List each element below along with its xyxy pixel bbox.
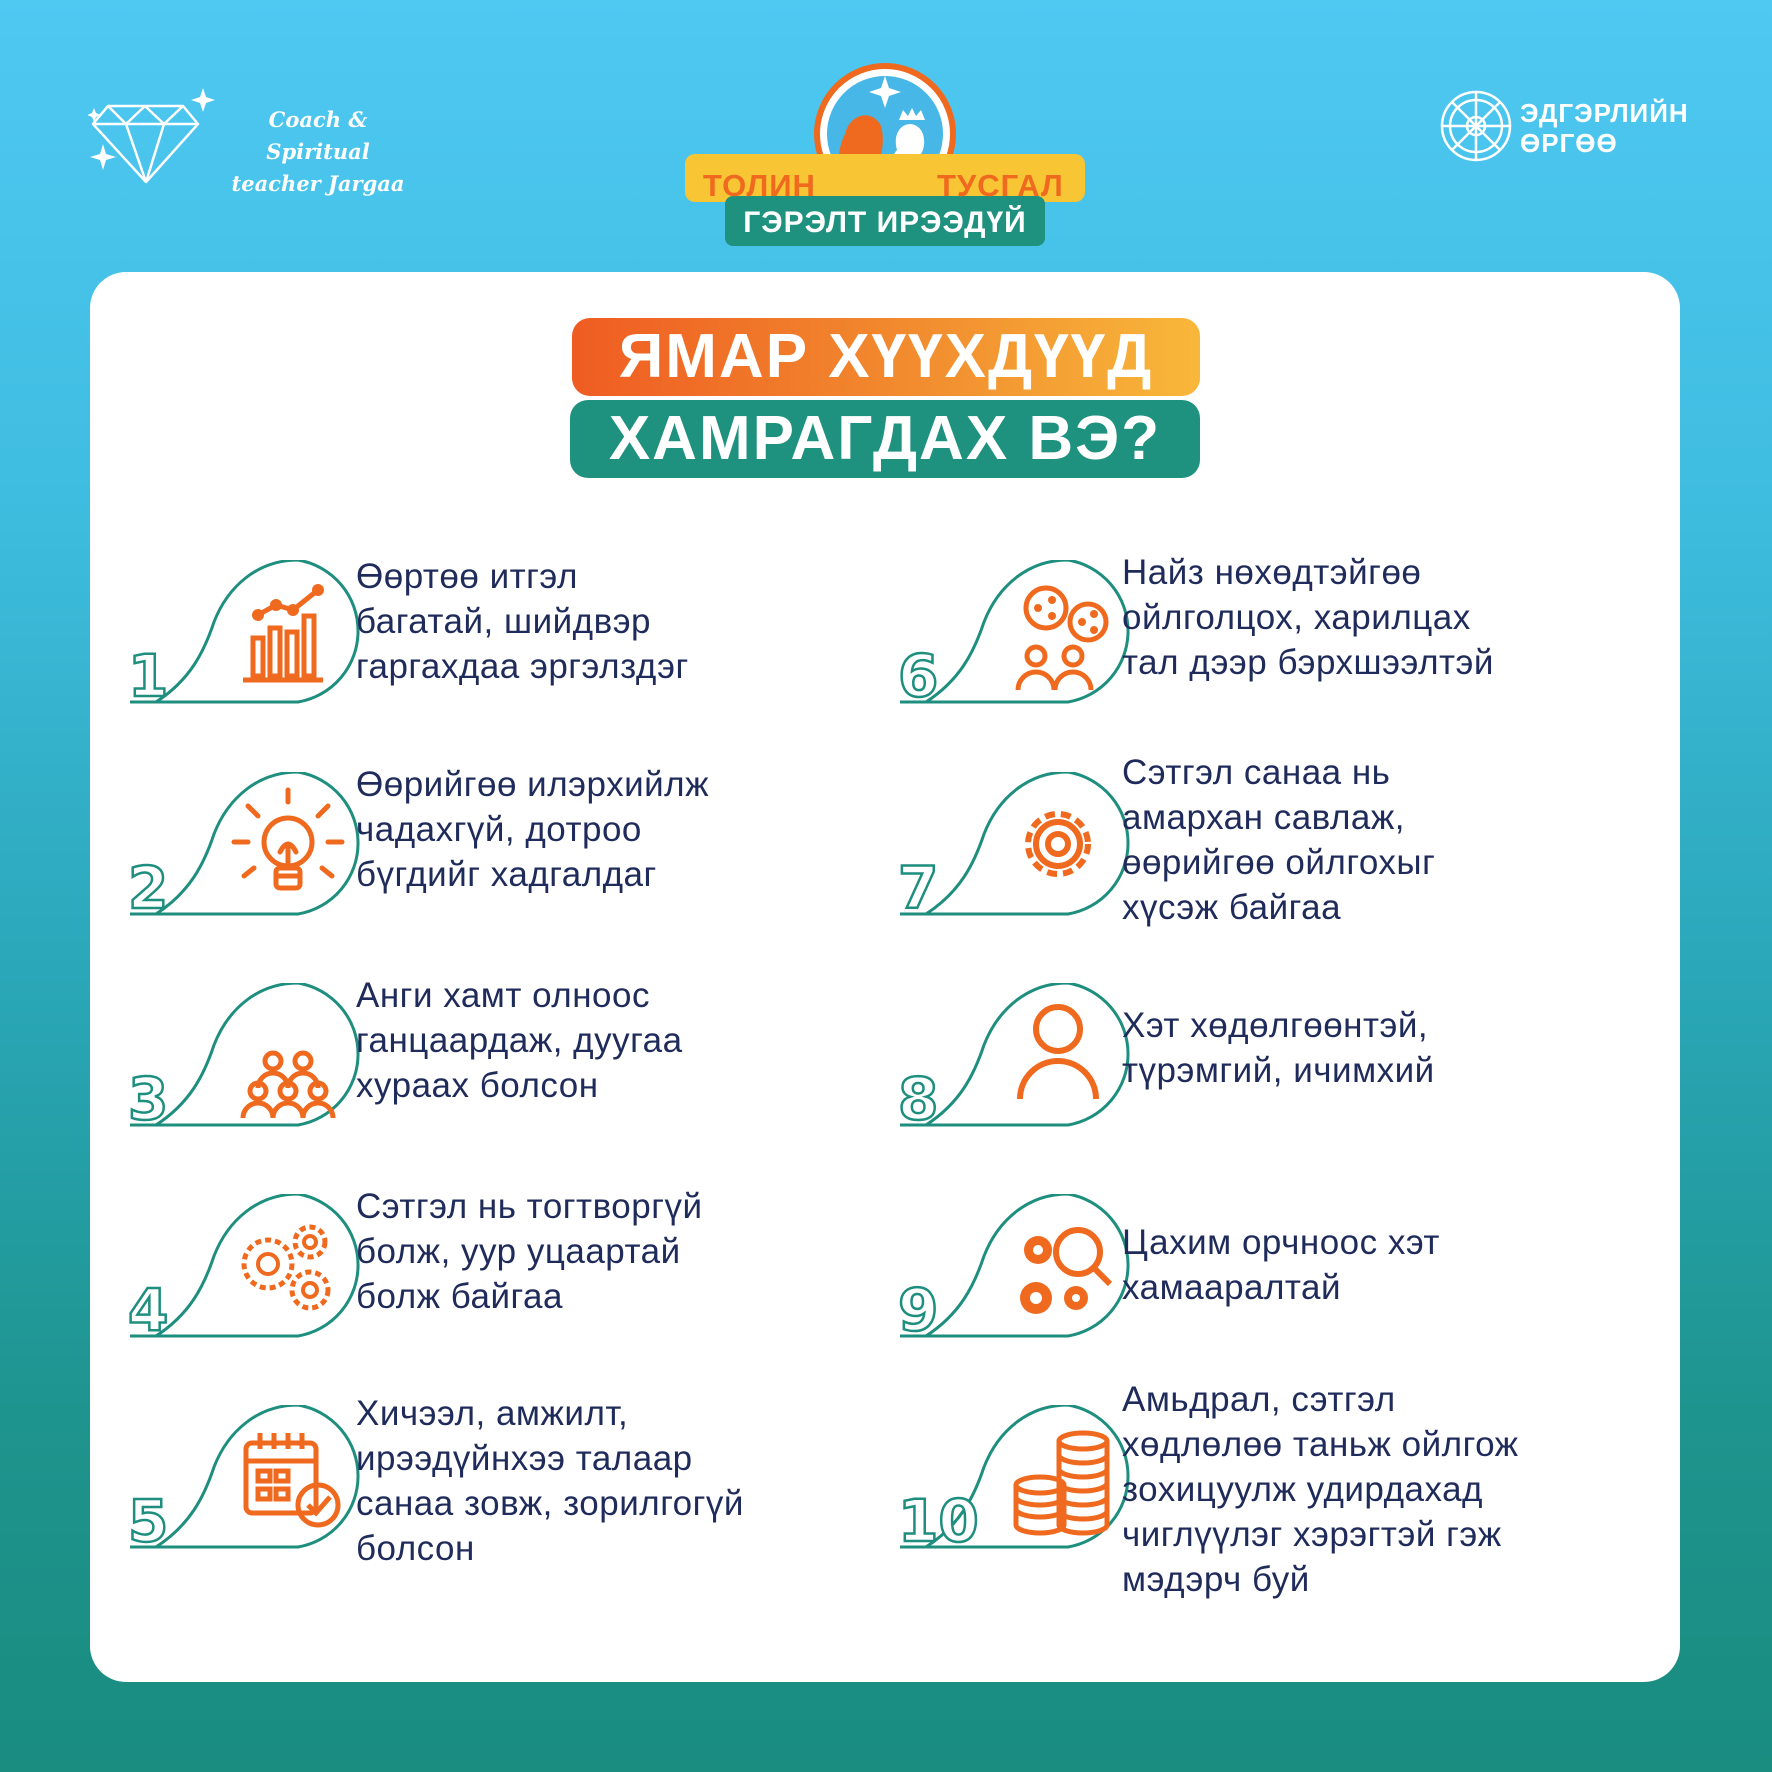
item-number: 2 xyxy=(128,854,169,922)
wheel-emblem-icon xyxy=(1436,86,1516,166)
item-text-line: Хичээл, амжилт, xyxy=(356,1394,629,1433)
item-text-line: чиглүүлэг хэрэгтэй гэж xyxy=(1122,1515,1502,1554)
brand-coach-line2: teacher Jargaa xyxy=(231,171,405,196)
item-text-line: зохицуулж удирдахад xyxy=(1122,1470,1483,1509)
item-text-line: Сэтгэл нь тогтворгүй xyxy=(356,1187,703,1226)
brand-coach-logo xyxy=(88,86,418,196)
item-text-line: Хэт хөдөлгөөнтэй, xyxy=(1122,1006,1429,1045)
item-text-line: болсон xyxy=(356,1529,475,1568)
item-text-line: Өөртөө итгэл xyxy=(356,557,578,596)
diamond-icon xyxy=(88,86,218,186)
item-text xyxy=(356,1391,744,1571)
item-text-line: Өөрийгөө илэрхийлж xyxy=(356,765,710,804)
logo-word-right: ТУСГАЛ xyxy=(937,168,1064,203)
criteria-item-9 xyxy=(898,1194,1718,1354)
item-text-line: Сэтгэл санаа нь xyxy=(1122,753,1391,792)
item-text-line: чадахгүй, дотроо xyxy=(356,810,642,849)
item-number: 9 xyxy=(898,1276,939,1344)
item-number: 5 xyxy=(128,1487,169,1555)
brand-edgerel-logo xyxy=(1436,86,1716,176)
item-text-line: амархан савлаж, xyxy=(1122,798,1405,837)
item-text-line: хамааралтай xyxy=(1122,1268,1342,1307)
criteria-item-6 xyxy=(898,553,1718,720)
heading-line2: ХАМРАГДАХ ВЭ? xyxy=(570,400,1200,478)
item-text-line: хүсэж байгаа xyxy=(1122,888,1342,927)
criteria-item-4 xyxy=(128,1187,948,1354)
criteria-item-2 xyxy=(128,765,948,932)
item-text-line: мэдэрч буй xyxy=(1122,1560,1310,1599)
item-text-line: болж, уур уцаартай xyxy=(356,1232,681,1271)
item-number: 3 xyxy=(128,1065,169,1133)
item-text xyxy=(1122,550,1494,685)
item-text-line: тал дээр бэрхшээлтэй xyxy=(1122,643,1494,682)
item-text-line: Найз нөхөдтэйгөө xyxy=(1122,553,1422,592)
item-number: 7 xyxy=(898,854,939,922)
item-text-line: санаа зовж, зорилгогүй xyxy=(356,1484,744,1523)
item-number: 10 xyxy=(898,1487,979,1555)
item-text xyxy=(356,973,683,1108)
logo-subtitle: ГЭРЭЛТ ИРЭЭДҮЙ xyxy=(743,206,1027,239)
item-text-line: гаргахдаа эргэлздэг xyxy=(356,647,689,686)
brand-coach-text xyxy=(218,104,418,200)
item-text-line: түрэмгий, ичимхий xyxy=(1122,1051,1435,1090)
item-text xyxy=(1122,750,1435,930)
item-text-line: болж байгаа xyxy=(356,1277,563,1316)
brand-edgerel-line2: ӨРГӨӨ xyxy=(1520,128,1618,158)
item-text-line: Цахим орчноос хэт xyxy=(1122,1223,1440,1262)
item-text-line: багатай, шийдвэр xyxy=(356,602,652,641)
item-text xyxy=(356,554,689,689)
item-text-line: өөрийгөө ойлгохыг xyxy=(1122,843,1436,882)
item-text xyxy=(1122,1003,1435,1093)
item-text-line: Амьдрал, сэтгэл xyxy=(1122,1380,1396,1419)
item-text-line: ганцаардаж, дуугаа xyxy=(356,1021,683,1060)
brand-edgerel-text xyxy=(1520,98,1689,158)
item-text xyxy=(356,1184,703,1319)
criteria-item-8 xyxy=(898,983,1718,1143)
criteria-item-5 xyxy=(128,1394,948,1568)
item-text xyxy=(356,762,709,897)
item-number: 1 xyxy=(128,642,169,710)
item-text-line: хураах болсон xyxy=(356,1066,599,1105)
item-text-line: ирээдүйнхээ талаар xyxy=(356,1439,693,1478)
item-text-line: бүгдийг хадгалдаг xyxy=(356,855,657,894)
heading-line1: ЯМАР ХҮҮХДҮҮД xyxy=(572,318,1200,396)
item-number: 4 xyxy=(128,1276,169,1344)
program-logo xyxy=(685,54,1085,254)
item-text-line: Анги хамт олноос xyxy=(356,976,650,1015)
criteria-item-10 xyxy=(898,1380,1718,1599)
item-number: 8 xyxy=(898,1065,939,1133)
item-text xyxy=(1122,1377,1519,1602)
brand-coach-line1: Coach & Spiritual xyxy=(266,107,370,164)
item-text-line: ойлголцох, харилцах xyxy=(1122,598,1471,637)
item-text xyxy=(1122,1220,1440,1310)
item-text-line: хөдлөлөө таньж ойлгож xyxy=(1122,1425,1519,1464)
criteria-item-7 xyxy=(898,753,1718,932)
criteria-item-1 xyxy=(128,557,948,720)
brand-edgerel-line1: ЭДГЭРЛИЙН xyxy=(1520,98,1689,128)
logo-word-left: ТОЛИН xyxy=(703,168,816,203)
item-number: 6 xyxy=(898,642,939,710)
criteria-item-3 xyxy=(128,976,948,1143)
